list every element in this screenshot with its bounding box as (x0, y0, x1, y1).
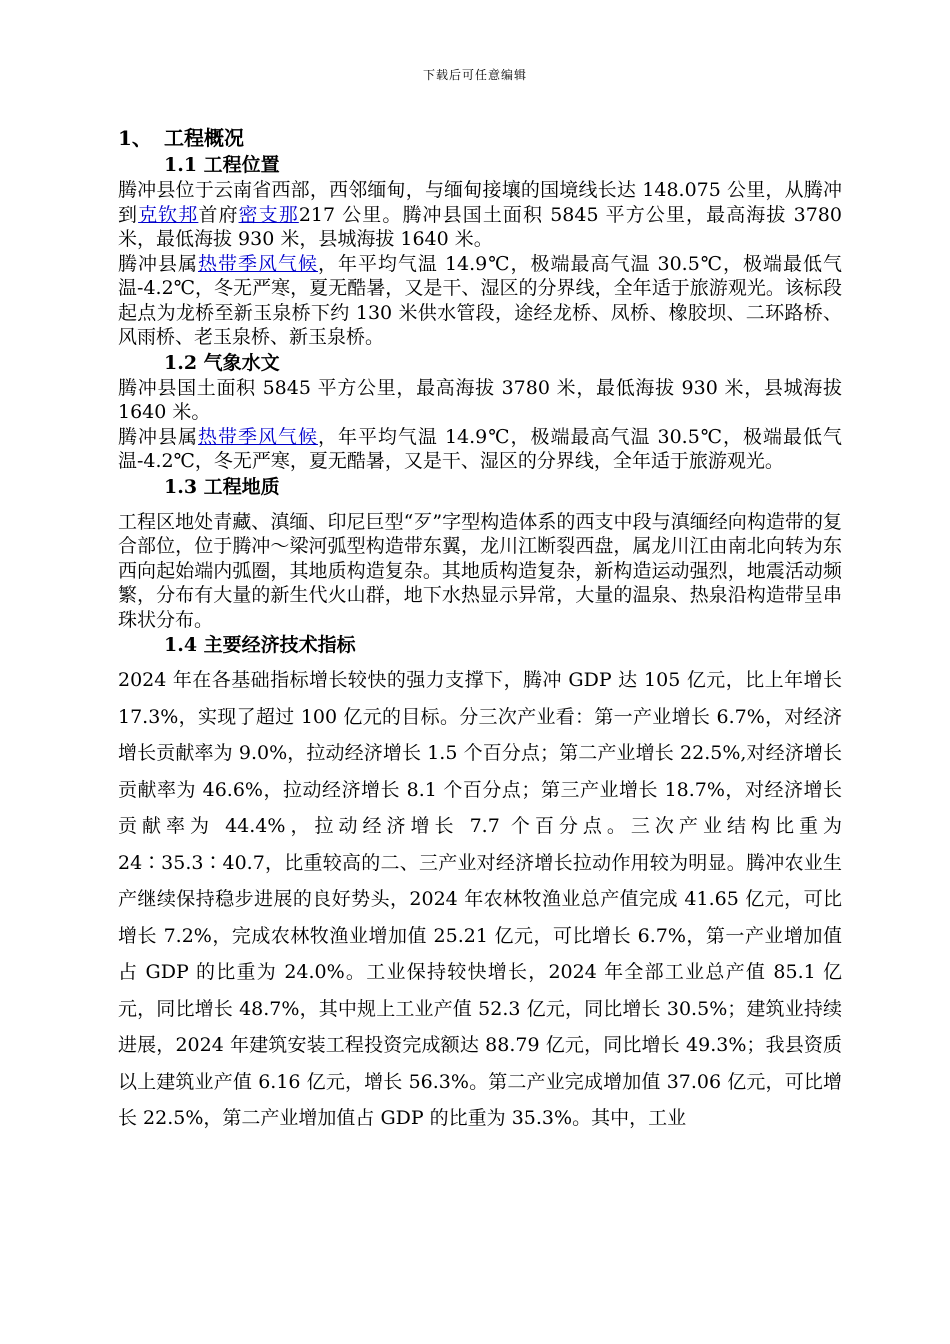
subsection-heading-1-3: 1.3 工程地质 (164, 475, 280, 498)
subsection-heading-1-1: 1.1 工程位置 (164, 154, 280, 176)
page-header: 下载后可任意编辑 (422, 68, 527, 82)
section-title: 工程概况 (164, 126, 244, 150)
paragraph-geology: 工程区地处青藏、滇缅、印尼巨型“歹”字型构造体系的西支中段与滇缅经向构造带的复合部位，位于腾冲～梁河弧型构造带东翼，龙川江断裂西盘，属龙川江由南北向转为东西向起始端内弧圈，其地质构造复杂。其地质构造复杂，新构造运动强烈，地震活动频繁，分布有大量的新生代火山群，地下水热显示异常，大量的温泉、热泉沿构造带呈串珠状分布。 (118, 510, 842, 631)
paragraph-area: 腾冲县国土面积 5845 平方公里，最高海拔 3780 米，最低海拔 930 米，县城海拔 1640 米。 (118, 376, 842, 423)
subsection-heading-1-4: 1.4 主要经济技术指标 (164, 634, 356, 656)
paragraph-location: 腾冲县位于云南省西部，西邻缅甸，与缅甸接壤的国境线长达 148.075 公里，从腾冲到克钦邦首府密支那217 公里。腾冲县国土面积 5845 平方公里，最高海拔 3780 米，最低海拔 930 米，县城海拔 1640 米。 (118, 179, 842, 250)
link-tropical-monsoon-climate[interactable]: 热带季风气候 (197, 252, 318, 275)
paragraph-economy: 2024 年在各基础指标增长较快的强力支撑下，腾冲 GDP 达 105 亿元，比上年增长 17.3%，实现了超过 100 亿元的目标。分三次产业看：第一产业增长 6.7%，对经济增长贡献率为 9.0%，拉动经济增长 1.5 个百分点；第二产业增长 22.5%,对经济增长贡献率为 46.6%，拉动经济增长 8.1 个百分点；第三产业增长 18.7%，对经济增长贡献率为 44.4%，拉动经济增长 7.7 个百分点。三次产业结构比重为 24∶35.3∶40.7，比重较高的二、三产业对经济增长拉动作用较为明显。腾冲农业生产继续保持稳步进展的良好势头，2024 年农林牧渔业总产值完成 41.65 亿元，可比增长 7.2%，完成农林牧渔业增加值 25.21 亿元，可比增长 6.7%，第一产业增加值占 GDP 的比重为 24.0%。工业保持较快增长，2024 年全部工业总产值 85.1 亿元，同比增长 48.7%，其中规上工业产值 52.3 亿元，同比增长 30.5%；建筑业持续进展，2024 年建筑安装工程投资完成额达 88.79 亿元，同比增长 49.3%；我县资质以上建筑业产值 6.16 亿元，增长 56.3%。第二产业完成增加值 37.06 亿元，可比增长 22.5%，第二产业增加值占 GDP 的比重为 35.3%。其中，工业 (118, 669, 842, 1129)
document-body (118, 124, 842, 1137)
link-myitkyina[interactable]: 密支那 (238, 203, 299, 226)
paragraph-climate: 腾冲县属热带季风气候，年平均气温 14.9℃，极端最高气温 30.5℃，极端最低气温-4.2℃，冬无严寒，夏无酷暑，又是干、湿区的分界线，全年适于旅游观光。该标段起点为龙桥至新玉泉桥下约 130 米供水管段，途经龙桥、凤桥、橡胶坝、二环路桥、风雨桥、老玉泉桥、新玉泉桥。 (118, 252, 842, 348)
section-number: 1、 (118, 126, 152, 150)
link-tropical-monsoon-climate-2[interactable]: 热带季风气候 (197, 425, 318, 448)
section-heading-1 (118, 124, 842, 152)
paragraph-climate-2: 腾冲县属热带季风气候，年平均气温 14.9℃，极端最高气温 30.5℃，极端最低气温-4.2℃，冬无严寒，夏无酷暑，又是干、湿区的分界线，全年适于旅游观光。 (118, 425, 842, 472)
subsection-heading-1-2: 1.2 气象水文 (164, 351, 280, 374)
link-kachin-state[interactable]: 克钦邦 (138, 203, 199, 226)
